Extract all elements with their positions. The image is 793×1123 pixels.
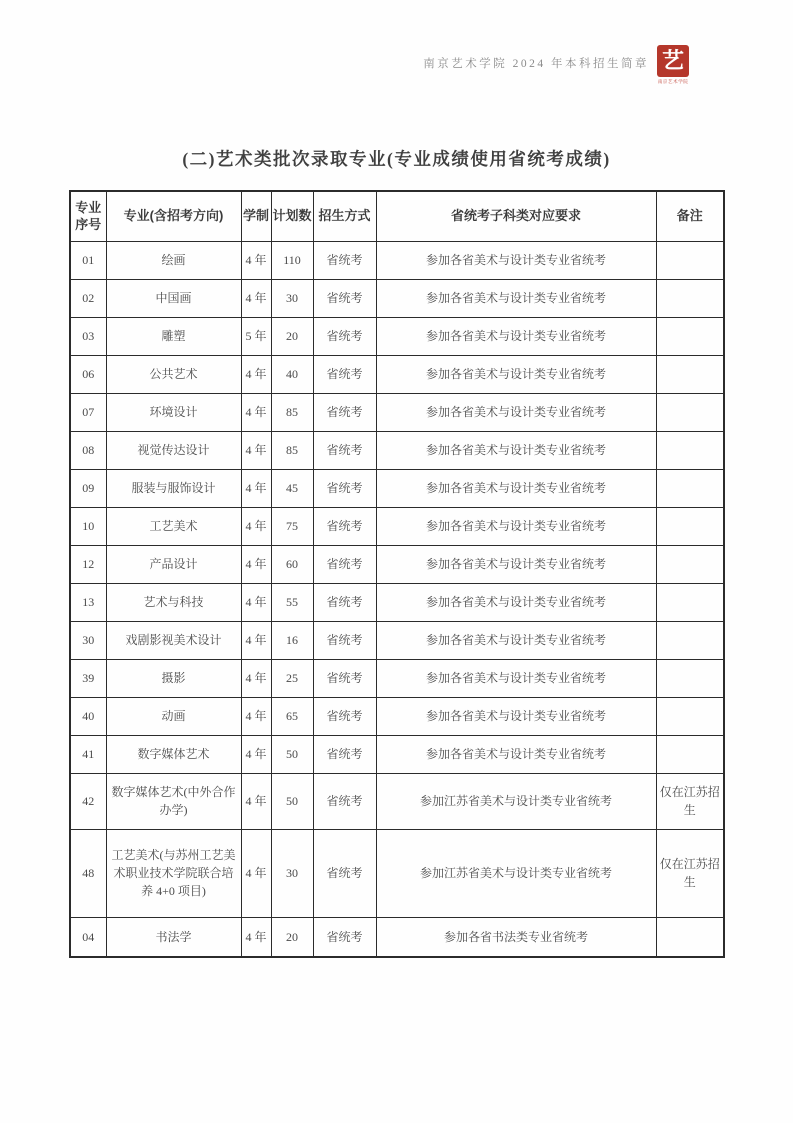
cell-remarks <box>656 393 724 431</box>
table-header-row <box>70 191 724 241</box>
col-header-remarks: 备注 <box>656 191 724 241</box>
cell-exam-requirement: 参加江苏省美术与设计类专业省统考 <box>376 773 656 829</box>
table-row <box>70 697 724 735</box>
cell-planned-count: 50 <box>271 773 313 829</box>
cell-major-number: 41 <box>70 735 106 773</box>
cell-study-length: 4 年 <box>241 355 271 393</box>
cell-major-number: 40 <box>70 697 106 735</box>
cell-major-number: 07 <box>70 393 106 431</box>
table-row <box>70 659 724 697</box>
cell-admission-method: 省统考 <box>313 583 376 621</box>
cell-admission-method: 省统考 <box>313 317 376 355</box>
cell-exam-requirement: 参加各省美术与设计类专业省统考 <box>376 697 656 735</box>
cell-major-number: 04 <box>70 917 106 957</box>
cell-study-length: 4 年 <box>241 735 271 773</box>
cell-major-name: 戏剧影视美术设计 <box>106 621 241 659</box>
cell-remarks: 仅在江苏招生 <box>656 829 724 917</box>
cell-remarks <box>656 317 724 355</box>
cell-exam-requirement: 参加各省美术与设计类专业省统考 <box>376 241 656 279</box>
cell-planned-count: 40 <box>271 355 313 393</box>
cell-planned-count: 25 <box>271 659 313 697</box>
table-body <box>70 241 724 957</box>
cell-planned-count: 30 <box>271 279 313 317</box>
cell-major-number: 48 <box>70 829 106 917</box>
table-header <box>70 191 724 241</box>
col-header-admission-method: 招生方式 <box>313 191 376 241</box>
cell-planned-count: 16 <box>271 621 313 659</box>
cell-study-length: 4 年 <box>241 621 271 659</box>
cell-major-name: 摄影 <box>106 659 241 697</box>
cell-major-number: 02 <box>70 279 106 317</box>
cell-planned-count: 60 <box>271 545 313 583</box>
cell-exam-requirement: 参加各省美术与设计类专业省统考 <box>376 393 656 431</box>
cell-remarks <box>656 469 724 507</box>
cell-exam-requirement: 参加各省美术与设计类专业省统考 <box>376 317 656 355</box>
cell-major-name: 产品设计 <box>106 545 241 583</box>
cell-remarks <box>656 241 724 279</box>
cell-remarks <box>656 545 724 583</box>
cell-major-name: 环境设计 <box>106 393 241 431</box>
cell-major-name: 工艺美术 <box>106 507 241 545</box>
cell-admission-method: 省统考 <box>313 697 376 735</box>
cell-study-length: 4 年 <box>241 697 271 735</box>
cell-remarks <box>656 697 724 735</box>
cell-exam-requirement: 参加各省美术与设计类专业省统考 <box>376 659 656 697</box>
cell-remarks <box>656 355 724 393</box>
table-row <box>70 545 724 583</box>
cell-remarks <box>656 583 724 621</box>
cell-planned-count: 65 <box>271 697 313 735</box>
table-row <box>70 393 724 431</box>
col-header-major-name: 专业(含招考方向) <box>106 191 241 241</box>
cell-major-number: 13 <box>70 583 106 621</box>
cell-remarks <box>656 431 724 469</box>
cell-remarks <box>656 279 724 317</box>
cell-study-length: 4 年 <box>241 431 271 469</box>
table-row <box>70 773 724 829</box>
table-row <box>70 469 724 507</box>
cell-major-name: 数字媒体艺术 <box>106 735 241 773</box>
col-header-exam-requirement: 省统考子科类对应要求 <box>376 191 656 241</box>
cell-exam-requirement: 参加各省书法类专业省统考 <box>376 917 656 957</box>
table-row <box>70 583 724 621</box>
cell-major-name: 绘画 <box>106 241 241 279</box>
table-row <box>70 829 724 917</box>
cell-major-name: 工艺美术(与苏州工艺美术职业技术学院联合培养 4+0 项目) <box>106 829 241 917</box>
cell-admission-method: 省统考 <box>313 431 376 469</box>
cell-major-name: 公共艺术 <box>106 355 241 393</box>
cell-study-length: 4 年 <box>241 469 271 507</box>
cell-major-name: 雕塑 <box>106 317 241 355</box>
col-header-study-length: 学制 <box>241 191 271 241</box>
cell-planned-count: 85 <box>271 431 313 469</box>
cell-planned-count: 85 <box>271 393 313 431</box>
cell-planned-count: 20 <box>271 917 313 957</box>
cell-exam-requirement: 参加各省美术与设计类专业省统考 <box>376 621 656 659</box>
table-row <box>70 241 724 279</box>
table-row <box>70 279 724 317</box>
cell-major-number: 10 <box>70 507 106 545</box>
seal-caption: 南京艺术学院 <box>657 79 689 85</box>
cell-planned-count: 75 <box>271 507 313 545</box>
admissions-table <box>69 190 725 958</box>
cell-exam-requirement: 参加各省美术与设计类专业省统考 <box>376 469 656 507</box>
cell-planned-count: 20 <box>271 317 313 355</box>
document-header-title: 南京艺术学院 2024 年本科招生简章 <box>423 58 649 70</box>
cell-study-length: 4 年 <box>241 507 271 545</box>
cell-major-name: 数字媒体艺术(中外合作办学) <box>106 773 241 829</box>
cell-major-name: 艺术与科技 <box>106 583 241 621</box>
cell-exam-requirement: 参加各省美术与设计类专业省统考 <box>376 545 656 583</box>
cell-exam-requirement: 参加各省美术与设计类专业省统考 <box>376 507 656 545</box>
table-row <box>70 507 724 545</box>
col-header-major-number: 专业序号 <box>70 191 106 241</box>
seal-icon <box>657 45 689 77</box>
cell-study-length: 5 年 <box>241 317 271 355</box>
cell-study-length: 4 年 <box>241 917 271 957</box>
section-title: (二)艺术类批次录取专业(专业成绩使用省统考成绩) <box>182 149 611 169</box>
cell-admission-method: 省统考 <box>313 917 376 957</box>
cell-admission-method: 省统考 <box>313 621 376 659</box>
cell-admission-method: 省统考 <box>313 507 376 545</box>
table-row <box>70 317 724 355</box>
cell-study-length: 4 年 <box>241 829 271 917</box>
cell-study-length: 4 年 <box>241 545 271 583</box>
cell-admission-method: 省统考 <box>313 735 376 773</box>
table-row <box>70 621 724 659</box>
cell-major-name: 视觉传达设计 <box>106 431 241 469</box>
cell-study-length: 4 年 <box>241 659 271 697</box>
cell-exam-requirement: 参加各省美术与设计类专业省统考 <box>376 279 656 317</box>
table-row <box>70 431 724 469</box>
col-header-planned-count: 计划数 <box>271 191 313 241</box>
cell-major-number: 06 <box>70 355 106 393</box>
table-row <box>70 355 724 393</box>
cell-major-number: 01 <box>70 241 106 279</box>
cell-major-number: 03 <box>70 317 106 355</box>
cell-exam-requirement: 参加各省美术与设计类专业省统考 <box>376 583 656 621</box>
cell-study-length: 4 年 <box>241 279 271 317</box>
cell-planned-count: 30 <box>271 829 313 917</box>
cell-study-length: 4 年 <box>241 393 271 431</box>
cell-admission-method: 省统考 <box>313 659 376 697</box>
cell-study-length: 4 年 <box>241 241 271 279</box>
cell-major-number: 09 <box>70 469 106 507</box>
document-header <box>423 45 690 85</box>
seal-glyph: 艺 <box>661 48 684 73</box>
cell-major-name: 书法学 <box>106 917 241 957</box>
cell-major-name: 服装与服饰设计 <box>106 469 241 507</box>
cell-admission-method: 省统考 <box>313 241 376 279</box>
cell-remarks: 仅在江苏招生 <box>656 773 724 829</box>
cell-remarks <box>656 621 724 659</box>
cell-major-number: 39 <box>70 659 106 697</box>
cell-major-number: 12 <box>70 545 106 583</box>
cell-planned-count: 50 <box>271 735 313 773</box>
table-row <box>70 735 724 773</box>
cell-exam-requirement: 参加江苏省美术与设计类专业省统考 <box>376 829 656 917</box>
cell-exam-requirement: 参加各省美术与设计类专业省统考 <box>376 431 656 469</box>
cell-remarks <box>656 917 724 957</box>
cell-major-name: 动画 <box>106 697 241 735</box>
cell-remarks <box>656 735 724 773</box>
cell-admission-method: 省统考 <box>313 773 376 829</box>
cell-major-number: 08 <box>70 431 106 469</box>
cell-planned-count: 110 <box>271 241 313 279</box>
cell-admission-method: 省统考 <box>313 393 376 431</box>
cell-admission-method: 省统考 <box>313 355 376 393</box>
cell-study-length: 4 年 <box>241 773 271 829</box>
table-row <box>70 917 724 957</box>
cell-remarks <box>656 507 724 545</box>
cell-admission-method: 省统考 <box>313 545 376 583</box>
cell-exam-requirement: 参加各省美术与设计类专业省统考 <box>376 355 656 393</box>
cell-study-length: 4 年 <box>241 583 271 621</box>
cell-admission-method: 省统考 <box>313 279 376 317</box>
cell-remarks <box>656 659 724 697</box>
cell-major-name: 中国画 <box>106 279 241 317</box>
cell-planned-count: 45 <box>271 469 313 507</box>
cell-admission-method: 省统考 <box>313 829 376 917</box>
cell-exam-requirement: 参加各省美术与设计类专业省统考 <box>376 735 656 773</box>
school-seal-logo <box>656 45 690 85</box>
cell-major-number: 30 <box>70 621 106 659</box>
cell-admission-method: 省统考 <box>313 469 376 507</box>
cell-planned-count: 55 <box>271 583 313 621</box>
cell-major-number: 42 <box>70 773 106 829</box>
